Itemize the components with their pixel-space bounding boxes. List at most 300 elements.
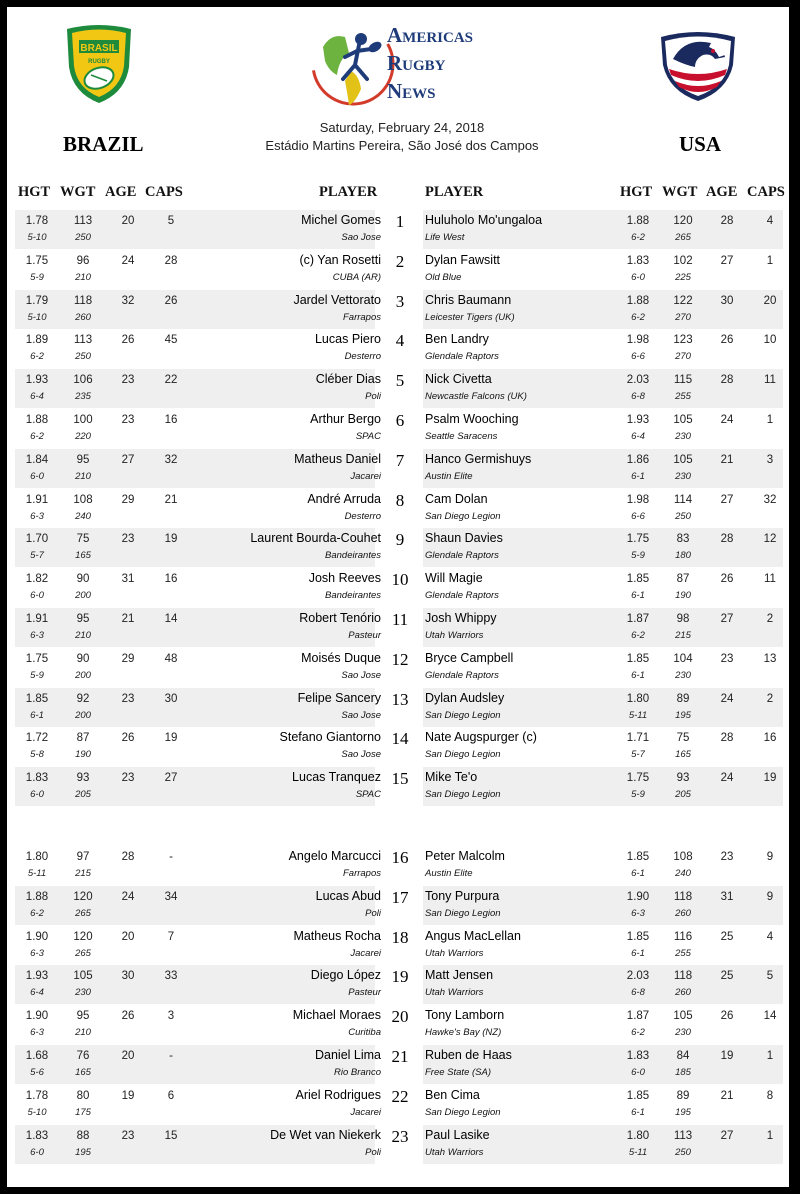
usa-player-club: San Diego Legion — [425, 510, 501, 522]
usa-height: 1.90 — [626, 890, 650, 903]
brazil-height-ft: 6-2 — [30, 907, 44, 919]
usa-weight: 118 — [673, 890, 693, 903]
usa-weight: 89 — [676, 1089, 690, 1102]
brazil-weight-lb: 165 — [75, 550, 91, 562]
usa-weight-lb: 215 — [675, 630, 691, 641]
jersey-number: 10 — [391, 570, 409, 590]
brazil-height-ft: 5-7 — [30, 550, 44, 562]
match-date: Saturday, February 24, 2018 — [319, 120, 485, 135]
usa-height: 1.83 — [626, 254, 650, 267]
jersey-number: 19 — [391, 967, 409, 987]
brazil-caps: - — [169, 851, 173, 863]
brazil-height: 1.78 — [25, 1089, 49, 1102]
brazil-player-name: Robert Tenório — [299, 611, 381, 625]
usa-caps: 2 — [766, 692, 774, 705]
brazil-age: 20 — [121, 215, 135, 227]
usa-height: 1.98 — [626, 493, 650, 506]
table-row — [15, 767, 783, 806]
table-row — [15, 648, 783, 687]
brazil-weight-lb: 210 — [75, 470, 91, 482]
usa-height: 1.83 — [626, 1050, 650, 1062]
usa-caps: 12 — [763, 533, 777, 546]
usa-caps: 2 — [766, 613, 774, 625]
usa-player-club: Glendale Raptors — [425, 550, 499, 562]
brazil-caps: - — [169, 1050, 173, 1062]
usa-height-ft: 6-0 — [631, 1067, 645, 1078]
team-name-brazil: BRAZIL — [63, 132, 144, 156]
usa-height: 1.85 — [626, 573, 650, 586]
usa-player-club: Glendale Raptors — [425, 590, 499, 602]
usa-player-name: Chris Baumann — [425, 292, 512, 307]
brazil-height: 1.82 — [25, 573, 49, 586]
table-row — [15, 290, 783, 329]
brazil-player-club: Poli — [365, 1146, 381, 1158]
usa-caps: 32 — [763, 493, 777, 506]
usa-weight-lb: 195 — [675, 1106, 691, 1118]
brazil-weight-lb: 250 — [75, 351, 91, 363]
header-hgt-left: HGT — [18, 184, 51, 200]
jersey-number: 9 — [395, 530, 405, 550]
brazil-player-name: Ariel Rodrigues — [295, 1087, 381, 1102]
brazil-height-ft: 5-9 — [30, 669, 44, 681]
usa-weight-lb: 230 — [675, 470, 691, 482]
brazil-age: 32 — [121, 294, 135, 307]
usa-height: 1.87 — [626, 1010, 650, 1023]
brazil-weight-lb: 200 — [75, 590, 91, 602]
brazil-weight: 95 — [76, 453, 90, 466]
usa-age: 28 — [720, 215, 734, 227]
usa-weight: 104 — [673, 652, 693, 665]
usa-weight-lb: 225 — [675, 271, 691, 283]
table-row — [15, 1125, 783, 1164]
brazil-weight-lb: 250 — [75, 232, 91, 243]
usa-weight: 115 — [673, 374, 693, 387]
usa-age: 24 — [720, 692, 734, 705]
usa-age: 23 — [720, 851, 734, 863]
brazil-weight-lb: 260 — [75, 311, 91, 323]
header-age-right: AGE — [706, 184, 738, 200]
usa-height: 1.75 — [626, 533, 650, 546]
usa-weight: 122 — [673, 294, 693, 307]
brazil-weight: 90 — [76, 652, 90, 665]
usa-player-club: Life West — [425, 232, 465, 243]
jersey-number: 18 — [391, 927, 409, 947]
brazil-height: 1.83 — [25, 772, 49, 785]
brazil-caps: 33 — [164, 970, 178, 983]
brazil-age: 23 — [121, 772, 135, 785]
usa-weight-lb: 260 — [675, 987, 691, 999]
usa-player-name: Will Magie — [425, 571, 483, 586]
usa-player-name: Bryce Campbell — [425, 650, 514, 665]
jersey-number: 16 — [391, 848, 409, 867]
usa-weight: 108 — [673, 851, 693, 863]
brazil-player-club: Sao Jose — [341, 749, 381, 761]
usa-weight: 105 — [673, 453, 693, 466]
brazil-player-name: Jardel Vettorato — [293, 292, 381, 307]
usa-age: 25 — [720, 970, 734, 983]
brazil-player-name: Felipe Sancery — [297, 690, 381, 705]
brazil-height-ft: 5-11 — [27, 868, 47, 879]
brazil-height: 1.93 — [25, 970, 49, 983]
brazil-player-name: Josh Reeves — [308, 571, 381, 586]
usa-weight: 75 — [676, 732, 690, 745]
usa-player-name: Ben Cima — [425, 1087, 480, 1102]
usa-weight-lb: 190 — [675, 590, 691, 602]
usa-weight: 89 — [676, 692, 690, 705]
brazil-height: 1.85 — [25, 692, 49, 705]
usa-player-name: Ruben de Haas — [425, 1048, 512, 1062]
table-row — [15, 528, 783, 567]
brazil-weight: 90 — [76, 573, 90, 586]
usa-age: 26 — [720, 1010, 734, 1023]
brazil-player-name: Angelo Marcucci — [288, 849, 381, 863]
usa-weight: 114 — [673, 493, 693, 506]
usa-height: 1.80 — [626, 1129, 650, 1142]
usa-height: 1.75 — [626, 772, 650, 785]
brazil-weight-lb: 195 — [75, 1146, 91, 1158]
usa-player-club: Newcastle Falcons (UK) — [425, 391, 527, 403]
brazil-height-ft: 5-10 — [27, 232, 47, 243]
usa-player-name: Huluholo Mo'ungaloa — [425, 213, 543, 227]
table-row — [15, 688, 783, 727]
brazil-height: 1.88 — [25, 414, 49, 426]
usa-player-name: Hanco Germishuys — [425, 451, 532, 466]
usa-height: 1.85 — [626, 1089, 650, 1102]
brazil-height-ft: 6-0 — [30, 470, 44, 482]
usa-caps: 3 — [766, 453, 774, 466]
usa-weight: 105 — [673, 1010, 693, 1023]
brazil-caps: 19 — [164, 732, 178, 745]
brazil-caps: 28 — [164, 254, 178, 267]
usa-player-club: Utah Warriors — [425, 630, 484, 641]
brazil-weight: 100 — [73, 414, 93, 426]
usa-height: 1.88 — [626, 215, 650, 227]
usa-weight-lb: 260 — [675, 907, 691, 919]
brazil-weight-lb: 175 — [75, 1106, 91, 1118]
usa-height: 1.80 — [626, 692, 650, 705]
lineup-sheet — [7, 7, 789, 1187]
wordmark-line-1: Americas — [387, 23, 474, 47]
brazil-height: 1.75 — [25, 652, 49, 665]
usa-caps: 11 — [764, 374, 776, 387]
usa-weight: 120 — [673, 215, 693, 227]
brazil-weight: 120 — [73, 890, 93, 903]
brazil-weight: 92 — [76, 692, 90, 705]
brazil-player-name: De Wet van Niekerk — [270, 1127, 381, 1142]
usa-weight-lb: 270 — [675, 351, 691, 363]
table-row — [15, 449, 783, 488]
brazil-player-club: Rio Branco — [334, 1067, 381, 1078]
usa-caps: 19 — [763, 772, 777, 785]
brazil-player-name: Matheus Rocha — [293, 928, 381, 943]
brazil-player-name: Diego López — [310, 968, 381, 983]
usa-player-name: Mike Te'o — [425, 770, 478, 785]
brazil-player-club: Jacarei — [350, 1106, 381, 1118]
brazil-age: 21 — [121, 613, 135, 625]
usa-player-name: Dylan Audsley — [425, 690, 505, 705]
usa-height-ft: 6-1 — [631, 590, 645, 602]
usa-age: 19 — [720, 1050, 734, 1062]
usa-height: 1.85 — [626, 851, 650, 863]
usa-age: 31 — [720, 890, 734, 903]
table-row — [15, 886, 783, 925]
brazil-player-club: Sao Jose — [341, 669, 381, 681]
jersey-number: 14 — [391, 729, 409, 749]
brazil-player-club: Sao Jose — [341, 709, 381, 721]
usa-height: 1.93 — [626, 414, 650, 426]
usa-player-club: Utah Warriors — [425, 987, 484, 999]
brazil-weight-lb: 200 — [75, 709, 91, 721]
table-row — [15, 727, 783, 766]
brazil-caps: 48 — [164, 652, 178, 665]
brazil-player-name: Daniel Lima — [314, 1048, 381, 1062]
brazil-player-club: Farrapos — [342, 868, 381, 879]
brazil-player-name: Arthur Bergo — [310, 412, 381, 426]
usa-player-club: Old Blue — [425, 271, 462, 283]
brazil-caps: 7 — [167, 930, 175, 943]
usa-player-name: Matt Jensen — [425, 968, 494, 983]
usa-player-club: Free State (SA) — [425, 1067, 491, 1078]
usa-weight-lb: 185 — [675, 1067, 691, 1078]
wordmark-line-3: News — [387, 79, 436, 103]
jersey-number: 12 — [391, 649, 409, 669]
usa-weight-lb: 165 — [675, 749, 691, 761]
brazil-caps: 32 — [164, 453, 178, 466]
brazil-height: 1.84 — [25, 453, 49, 466]
brazil-height-ft: 6-4 — [30, 987, 44, 999]
brazil-caps: 22 — [164, 374, 178, 387]
brazil-age: 23 — [121, 692, 135, 705]
jersey-number: 22 — [391, 1086, 409, 1106]
brazil-logo-subtext: RUGBY — [88, 59, 110, 65]
usa-weight: 84 — [676, 1050, 690, 1062]
usa-weight-lb: 255 — [675, 391, 691, 403]
usa-weight-lb: 250 — [675, 1146, 691, 1158]
brazil-weight: 75 — [76, 533, 90, 546]
header-caps-right: CAPS — [747, 184, 785, 200]
table-row — [15, 329, 783, 368]
brazil-age: 29 — [121, 652, 135, 665]
usa-player-name: Paul Lasike — [425, 1127, 490, 1142]
brazil-height-ft: 5-8 — [30, 749, 44, 761]
usa-caps: 8 — [766, 1089, 774, 1102]
brazil-caps: 27 — [164, 772, 178, 785]
usa-height-ft: 5-9 — [631, 789, 645, 801]
usa-player-name: Dylan Fawsitt — [425, 252, 501, 267]
usa-weight: 116 — [673, 930, 693, 943]
usa-player-name: Ben Landry — [425, 332, 489, 347]
usa-weight: 93 — [676, 772, 690, 785]
brazil-caps: 45 — [164, 334, 178, 347]
table-row — [15, 965, 783, 1004]
brazil-weight: 120 — [73, 930, 93, 943]
usa-age: 27 — [720, 1129, 734, 1142]
brazil-weight: 95 — [76, 1010, 90, 1023]
table-row — [15, 926, 783, 965]
table-row — [15, 210, 783, 249]
brazil-weight-lb: 210 — [75, 630, 91, 641]
brazil-height-ft: 6-0 — [30, 1146, 44, 1158]
usa-weight: 123 — [673, 334, 693, 347]
brazil-age: 19 — [121, 1089, 135, 1102]
brazil-height: 1.88 — [25, 890, 49, 903]
usa-weight-lb: 250 — [675, 510, 691, 522]
header-player-right: PLAYER — [425, 184, 484, 200]
brazil-height-ft: 5-10 — [27, 1106, 47, 1118]
usa-weight: 102 — [673, 254, 693, 267]
usa-weight-lb: 270 — [675, 311, 691, 323]
usa-height-ft: 5-7 — [631, 749, 645, 761]
usa-age: 24 — [720, 414, 734, 426]
brazil-player-club: Pasteur — [348, 630, 381, 641]
brazil-caps: 6 — [167, 1089, 175, 1102]
table-row — [15, 1045, 783, 1084]
brazil-height-ft: 6-1 — [30, 709, 44, 721]
usa-weight-lb: 230 — [675, 669, 691, 681]
brazil-weight: 76 — [76, 1050, 90, 1062]
brazil-player-club: Bandeirantes — [325, 550, 381, 562]
usa-height-ft: 6-2 — [631, 311, 645, 323]
usa-caps: 9 — [766, 890, 774, 903]
brazil-height: 1.83 — [25, 1129, 49, 1142]
brazil-weight-lb: 235 — [75, 391, 91, 403]
brazil-player-club: Poli — [365, 391, 381, 403]
header-age-left: AGE — [105, 184, 137, 200]
brazil-weight: 95 — [76, 613, 90, 625]
brazil-player-club: Desterro — [344, 351, 381, 363]
jersey-number: 4 — [395, 331, 405, 351]
brazil-weight: 80 — [76, 1089, 90, 1102]
brazil-weight: 113 — [73, 215, 93, 227]
usa-player-club: Utah Warriors — [425, 947, 484, 959]
brazil-player-name: Stefano Giantorno — [279, 730, 381, 745]
brazil-height-ft: 6-3 — [30, 630, 44, 641]
brazil-weight: 88 — [76, 1129, 90, 1142]
brazil-weight-lb: 205 — [75, 789, 91, 801]
usa-age: 27 — [720, 613, 734, 625]
jersey-number: 1 — [395, 212, 405, 231]
usa-height: 1.88 — [626, 294, 650, 307]
brazil-player-name: Lucas Piero — [314, 332, 381, 347]
usa-weight-lb: 205 — [675, 789, 691, 801]
usa-player-club: San Diego Legion — [425, 907, 501, 919]
jersey-number: 8 — [395, 490, 405, 510]
usa-weight-lb: 240 — [675, 868, 691, 879]
brazil-weight-lb: 200 — [75, 669, 91, 681]
usa-player-club: Seattle Saracens — [425, 431, 498, 442]
usa-caps: 14 — [763, 1010, 777, 1023]
brazil-height: 1.90 — [25, 1010, 49, 1023]
table-row — [15, 608, 783, 647]
usa-height: 2.03 — [626, 374, 650, 387]
brazil-age: 30 — [121, 970, 135, 983]
brazil-weight-lb: 265 — [75, 947, 91, 959]
jersey-number: 11 — [391, 610, 409, 629]
usa-player-name: Psalm Wooching — [425, 412, 519, 426]
brazil-player-club: Desterro — [344, 510, 381, 522]
brazil-height: 1.91 — [25, 493, 49, 506]
brazil-player-club: Pasteur — [348, 987, 381, 999]
brazil-player-club: Sao Jose — [341, 232, 381, 243]
jersey-number: 17 — [391, 887, 409, 907]
usa-height: 1.86 — [626, 453, 650, 466]
brazil-age: 28 — [121, 851, 135, 863]
brazil-player-name: Michel Gomes — [301, 213, 381, 227]
brazil-weight-lb: 220 — [75, 431, 91, 442]
brazil-caps: 14 — [164, 613, 178, 625]
brazil-age: 23 — [121, 374, 135, 387]
usa-caps: 4 — [766, 215, 774, 227]
usa-weight-lb: 180 — [675, 550, 691, 562]
usa-age: 21 — [720, 1089, 734, 1102]
usa-height-ft: 6-6 — [631, 510, 645, 522]
brazil-height-ft: 5-6 — [30, 1067, 44, 1078]
brazil-weight: 118 — [73, 294, 93, 307]
usa-height-ft: 5-11 — [628, 1146, 648, 1158]
usa-age: 27 — [720, 493, 734, 506]
usa-weight-lb: 230 — [675, 1027, 691, 1039]
brazil-weight-lb: 240 — [75, 510, 91, 522]
usa-height-ft: 6-1 — [631, 1106, 645, 1118]
usa-height-ft: 6-6 — [631, 351, 645, 363]
table-row — [15, 1085, 783, 1124]
brazil-age: 23 — [121, 414, 135, 426]
usa-caps: 13 — [763, 652, 777, 665]
brazil-height: 1.80 — [25, 851, 49, 863]
usa-player-name: Peter Malcolm — [425, 849, 505, 863]
header-hgt-right: HGT — [620, 184, 653, 200]
usa-caps: 9 — [766, 851, 774, 863]
usa-age: 23 — [720, 652, 734, 665]
jersey-number: 5 — [395, 371, 405, 391]
brazil-player-club: Curitiba — [348, 1027, 381, 1039]
usa-height-ft: 5-11 — [628, 709, 648, 721]
usa-height-ft: 5-9 — [631, 550, 645, 562]
table-row — [15, 568, 783, 607]
brazil-player-name: Matheus Daniel — [294, 451, 381, 466]
usa-player-club: Glendale Raptors — [425, 351, 499, 363]
brazil-caps: 16 — [164, 414, 178, 426]
brazil-age: 24 — [121, 254, 135, 267]
usa-player-name: Cam Dolan — [425, 491, 488, 506]
brazil-caps: 5 — [167, 215, 175, 227]
usa-caps: 1 — [766, 414, 774, 426]
table-row — [15, 409, 783, 448]
usa-caps: 5 — [766, 970, 774, 983]
usa-height: 2.03 — [626, 970, 650, 983]
usa-age: 28 — [720, 732, 734, 745]
brazil-caps: 21 — [164, 493, 178, 506]
usa-weight: 98 — [676, 613, 690, 625]
usa-caps: 16 — [763, 732, 777, 745]
brazil-height-ft: 6-3 — [30, 1027, 44, 1039]
brazil-rugby-logo — [63, 23, 135, 105]
usa-height: 1.98 — [626, 334, 650, 347]
usa-caps: 10 — [763, 334, 777, 347]
usa-weight-lb: 230 — [675, 431, 691, 442]
usa-caps: 11 — [764, 573, 776, 586]
brazil-player-club: CUBA (AR) — [332, 271, 381, 283]
usa-height: 1.85 — [626, 930, 650, 943]
brazil-weight: 87 — [76, 732, 90, 745]
usa-player-club: Leicester Tigers (UK) — [425, 311, 515, 323]
usa-player-name: Angus MacLellan — [425, 928, 521, 943]
brazil-height: 1.91 — [25, 613, 49, 625]
brazil-weight: 93 — [76, 772, 90, 785]
brazil-logo-text: BRASIL — [80, 43, 118, 54]
brazil-caps: 34 — [164, 890, 178, 903]
usa-height-ft: 6-1 — [631, 947, 645, 959]
